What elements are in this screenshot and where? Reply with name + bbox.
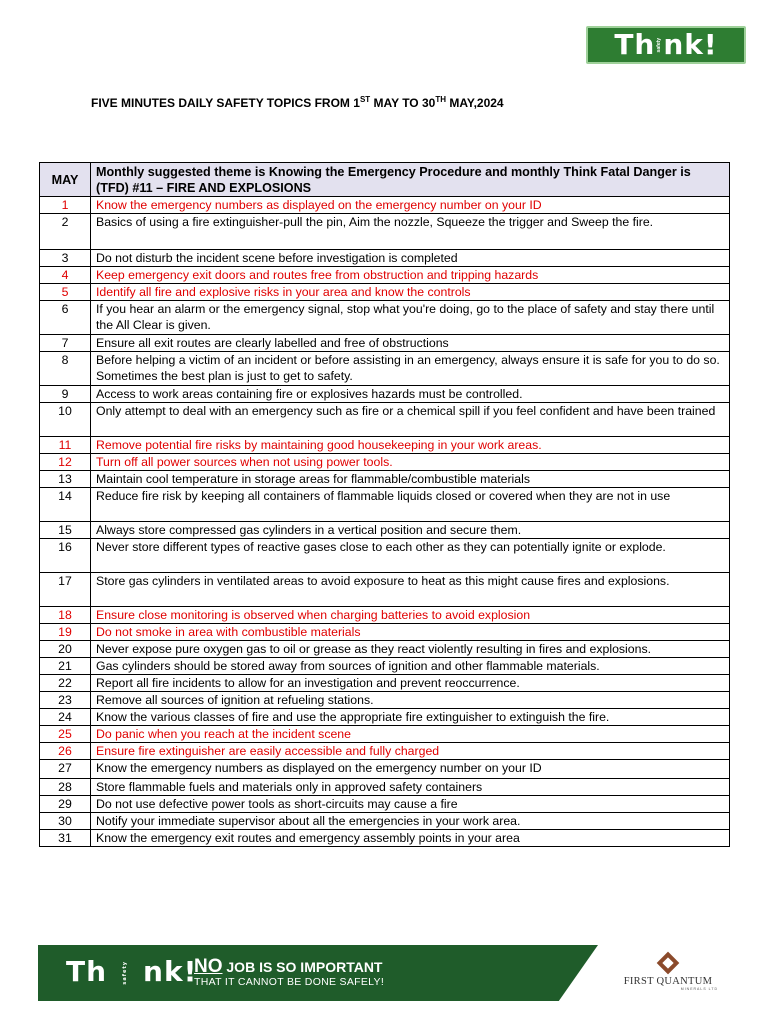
table-row — [40, 830, 730, 847]
table-row — [40, 197, 730, 214]
title-sup2: TH — [435, 95, 446, 104]
day-cell: 5 — [40, 284, 91, 301]
month-header: MAY — [40, 163, 91, 197]
day-cell: 26 — [40, 743, 91, 760]
table-row — [40, 760, 730, 779]
table-row — [40, 743, 730, 760]
day-cell: 13 — [40, 471, 91, 488]
topic-cell: Access to work areas containing fire or explosives hazards must be controlled. — [91, 386, 730, 403]
banner-slogan-line2: THAT IT CANNOT BE DONE SAFELY! — [194, 976, 385, 988]
topic-cell: Know the emergency numbers as displayed on the emergency number on your ID — [91, 760, 730, 779]
topic-cell: Know the various classes of fire and use the appropriate fire extinguisher to extinguish the fire. — [91, 709, 730, 726]
topic-cell: Do not smoke in area with combustible materials — [91, 624, 730, 641]
topic-cell: Remove potential fire risks by maintaining good housekeeping in your work areas. — [91, 437, 730, 454]
day-cell: 11 — [40, 437, 91, 454]
table-row — [40, 692, 730, 709]
day-cell: 18 — [40, 607, 91, 624]
topic-cell: Basics of using a fire extinguisher-pull the pin, Aim the nozzle, Squeeze the trigger and Sweep the fire. — [91, 214, 730, 250]
topic-cell: Know the emergency exit routes and emergency assembly points in your area — [91, 830, 730, 847]
title-part2: MAY TO 30 — [370, 96, 436, 110]
topic-cell: Always store compressed gas cylinders in a vertical position and secure them. — [91, 522, 730, 539]
topic-cell: Ensure fire extinguisher are easily accessible and fully charged — [91, 743, 730, 760]
table-row — [40, 352, 730, 386]
footer-banner — [38, 945, 730, 1001]
topic-cell: Do not disturb the incident scene before investigation is completed — [91, 250, 730, 267]
day-cell: 3 — [40, 250, 91, 267]
topic-cell: Report all fire incidents to allow for an investigation and prevent reoccurrence. — [91, 675, 730, 692]
day-cell: 10 — [40, 403, 91, 437]
banner-safety-tag: safety — [122, 961, 129, 985]
day-cell: 24 — [40, 709, 91, 726]
day-cell: 15 — [40, 522, 91, 539]
table-row — [40, 386, 730, 403]
day-cell: 14 — [40, 488, 91, 522]
table-row — [40, 335, 730, 352]
day-cell: 1 — [40, 197, 91, 214]
topic-cell: Identify all fire and explosive risks in your area and know the controls — [91, 284, 730, 301]
day-cell: 23 — [40, 692, 91, 709]
topic-cell: Know the emergency numbers as displayed on the emergency number on your ID — [91, 197, 730, 214]
table-row — [40, 709, 730, 726]
topic-cell: Do panic when you reach at the incident scene — [91, 726, 730, 743]
title-part3: MAY,2024 — [446, 96, 504, 110]
day-cell: 30 — [40, 813, 91, 830]
day-cell: 6 — [40, 301, 91, 335]
table-row — [40, 624, 730, 641]
table-row — [40, 658, 730, 675]
table-row — [40, 607, 730, 624]
table-row — [40, 813, 730, 830]
topic-cell: Ensure all exit routes are clearly labelled and free of obstructions — [91, 335, 730, 352]
table-row — [40, 301, 730, 335]
day-cell: 12 — [40, 454, 91, 471]
topic-cell: Store gas cylinders in ventilated areas to avoid exposure to heat as this might cause fires and explosions. — [91, 573, 730, 607]
table-row — [40, 403, 730, 437]
day-cell: 7 — [40, 335, 91, 352]
table-row — [40, 522, 730, 539]
day-cell: 29 — [40, 796, 91, 813]
title-sup1: ST — [359, 95, 371, 104]
topic-cell: Never expose pure oxygen gas to oil or grease as they react violently resulting in fires and explosions. — [91, 641, 730, 658]
day-cell: 25 — [40, 726, 91, 743]
think-safety-logo — [586, 26, 746, 64]
table-row — [40, 641, 730, 658]
topic-cell: Notify your immediate supervisor about all the emergencies in your work area. — [91, 813, 730, 830]
topic-cell: Do not use defective power tools as short-circuits may cause a fire — [91, 796, 730, 813]
day-cell: 17 — [40, 573, 91, 607]
table-row — [40, 214, 730, 250]
table-row — [40, 675, 730, 692]
table-row — [40, 573, 730, 607]
page-title — [91, 95, 504, 110]
first-quantum-emblem-icon — [657, 952, 680, 975]
day-cell: 27 — [40, 760, 91, 779]
day-cell: 16 — [40, 539, 91, 573]
table-row — [40, 454, 730, 471]
table-row — [40, 779, 730, 796]
banner-line1-rest: JOB IS SO IMPORTANT — [222, 959, 383, 975]
topic-cell: Keep emergency exit doors and routes free from obstruction and tripping hazards — [91, 267, 730, 284]
topic-cell: Gas cylinders should be stored away from sources of ignition and other flammable materials. — [91, 658, 730, 675]
company-subtitle: MINERALS LTD — [680, 987, 718, 991]
logo-safety-tag: safety — [656, 37, 663, 53]
table-row — [40, 539, 730, 573]
topic-cell: Turn off all power sources when not using power tools. — [91, 454, 730, 471]
topic-cell: Only attempt to deal with an emergency such as fire or a chemical spill if you feel confident and have been trained — [91, 403, 730, 437]
table-row — [40, 250, 730, 267]
topic-cell: Maintain cool temperature in storage areas for flammable/combustible materials — [91, 471, 730, 488]
day-cell: 2 — [40, 214, 91, 250]
day-cell: 28 — [40, 779, 91, 796]
table-header-row — [40, 163, 730, 197]
topic-cell: Ensure close monitoring is observed when charging batteries to avoid explosion — [91, 607, 730, 624]
title-part1: FIVE MINUTES DAILY SAFETY TOPICS FROM 1 — [91, 96, 360, 110]
banner-think-logo: Th safety nk! — [66, 955, 198, 988]
table-row — [40, 284, 730, 301]
table-row — [40, 488, 730, 522]
first-quantum-logo — [612, 952, 724, 991]
table-row — [40, 796, 730, 813]
table-row — [40, 267, 730, 284]
day-cell: 22 — [40, 675, 91, 692]
topic-cell: Store flammable fuels and materials only in approved safety containers — [91, 779, 730, 796]
topic-cell: Never store different types of reactive gases close to each other as they can potentially ignite or explode. — [91, 539, 730, 573]
topic-cell: Remove all sources of ignition at refueling stations. — [91, 692, 730, 709]
logo-word-nk: nk! — [663, 28, 718, 61]
day-cell: 4 — [40, 267, 91, 284]
table-row — [40, 471, 730, 488]
banner-slogan-line1 — [194, 956, 382, 978]
safety-topics-table — [39, 162, 730, 847]
logo-word-th: Th — [614, 28, 656, 61]
banner-no: NO — [194, 956, 223, 977]
day-cell: 19 — [40, 624, 91, 641]
day-cell: 9 — [40, 386, 91, 403]
day-cell: 20 — [40, 641, 91, 658]
topic-cell: If you hear an alarm or the emergency signal, stop what you're doing, go to the place of safety and stay there until the All Clear is given. — [91, 301, 730, 335]
company-name: FIRST QUANTUM — [623, 976, 713, 987]
day-cell: 8 — [40, 352, 91, 386]
table-row — [40, 726, 730, 743]
theme-header: Monthly suggested theme is Knowing the Emergency Procedure and monthly Think Fatal Danger is (TFD) #11 – FIRE AND EXPLOSIONS — [91, 163, 730, 197]
day-cell: 21 — [40, 658, 91, 675]
table-row — [40, 437, 730, 454]
topic-cell: Before helping a victim of an incident or before assisting in an emergency, always ensure it is safe for you to do so. Sometimes the best plan is just to get to safety. — [91, 352, 730, 386]
day-cell: 31 — [40, 830, 91, 847]
topic-cell: Reduce fire risk by keeping all containers of flammable liquids closed or covered when they are not in use — [91, 488, 730, 522]
